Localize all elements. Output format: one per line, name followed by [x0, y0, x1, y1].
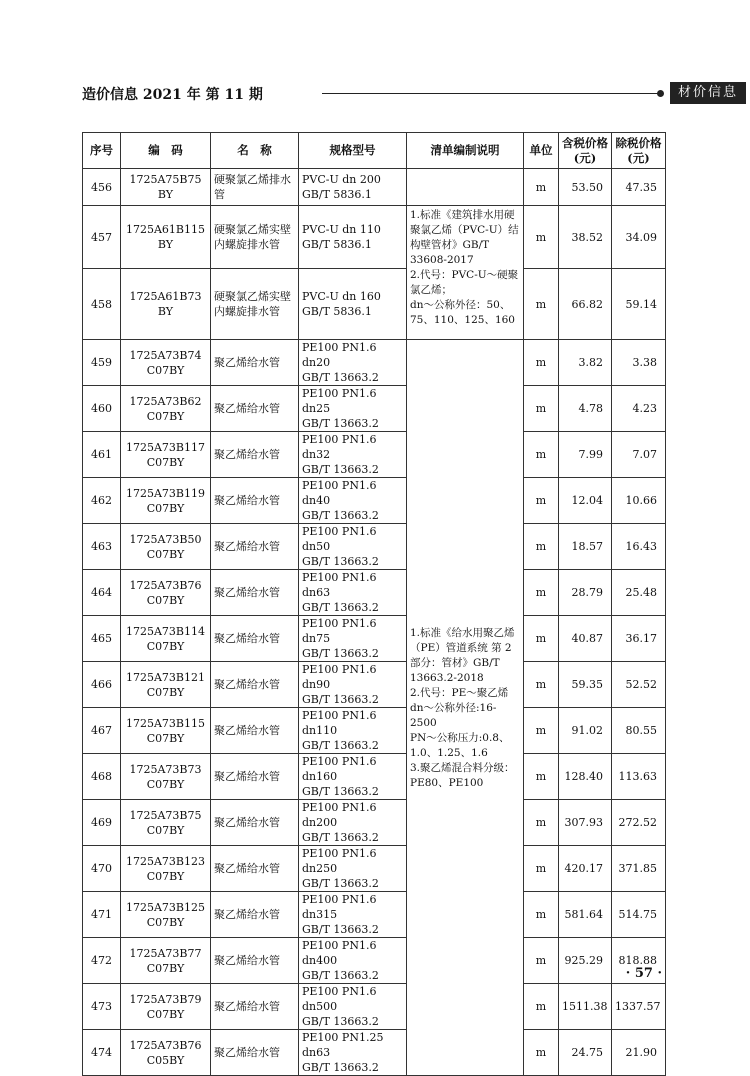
cell-notax-price: 36.17 — [612, 616, 666, 662]
cell-name: 聚乙烯给水管 — [211, 984, 299, 1030]
table-row — [83, 616, 666, 662]
cell-tax-price: 18.57 — [559, 524, 612, 570]
table-row — [83, 524, 666, 570]
cell-spec: PE100 PN1.6 dn50 GB/T 13663.2 — [299, 524, 407, 570]
cell-code: 1725A73B121 C07BY — [121, 662, 211, 708]
cell-no: 467 — [83, 708, 121, 754]
cell-spec: PVC-U dn 160 GB/T 5836.1 — [299, 269, 407, 340]
cell-no: 468 — [83, 754, 121, 800]
cell-name: 硬聚氯乙烯实壁内螺旋排水管 — [211, 206, 299, 269]
table-row — [83, 340, 666, 386]
section-tag: 材价信息 — [670, 82, 746, 104]
cell-no: 465 — [83, 616, 121, 662]
cell-tax-price: 12.04 — [559, 478, 612, 524]
cell-spec: PE100 PN1.6 dn500 GB/T 13663.2 — [299, 984, 407, 1030]
cell-notax-price: 272.52 — [612, 800, 666, 846]
cell-unit: m — [524, 206, 559, 269]
cell-name: 聚乙烯给水管 — [211, 1030, 299, 1076]
cell-no: 456 — [83, 169, 121, 206]
cell-name: 聚乙烯给水管 — [211, 340, 299, 386]
cell-tax-price: 307.93 — [559, 800, 612, 846]
cell-code: 1725A73B74 C07BY — [121, 340, 211, 386]
cell-name: 聚乙烯给水管 — [211, 478, 299, 524]
col-header-notax-price: 除税价格(元) — [612, 133, 666, 169]
cell-spec: PVC-U dn 110 GB/T 5836.1 — [299, 206, 407, 269]
cell-name: 硬聚氯乙烯排水管 — [211, 169, 299, 206]
cell-unit: m — [524, 846, 559, 892]
table-row — [83, 662, 666, 708]
cell-unit: m — [524, 269, 559, 340]
cell-code: 1725A73B62 C07BY — [121, 386, 211, 432]
cell-code: 1725A75B75 BY — [121, 169, 211, 206]
cell-unit: m — [524, 938, 559, 984]
cell-no: 457 — [83, 206, 121, 269]
col-header-code: 编 码 — [121, 133, 211, 169]
cell-unit: m — [524, 169, 559, 206]
table-row — [83, 386, 666, 432]
cell-tax-price: 40.87 — [559, 616, 612, 662]
cell-unit: m — [524, 754, 559, 800]
table-row — [83, 846, 666, 892]
table-header-row — [83, 133, 666, 169]
cell-no: 462 — [83, 478, 121, 524]
cell-code: 1725A73B77 C07BY — [121, 938, 211, 984]
cell-no: 458 — [83, 269, 121, 340]
col-header-name: 名 称 — [211, 133, 299, 169]
cell-tax-price: 28.79 — [559, 570, 612, 616]
cell-desc-pvc: 1.标准《建筑排水用硬聚氯乙烯（PVC-U）结构壁管材》GB/T 33608-2017 2.代号：PVC-U～硬聚氯乙烯； dn～公称外径：50、75、110、125、160 — [407, 206, 524, 340]
cell-no: 470 — [83, 846, 121, 892]
cell-tax-price: 3.82 — [559, 340, 612, 386]
table-row — [83, 432, 666, 478]
header-title: 造价信息 2021 年 第 11 期 — [82, 87, 263, 103]
cell-notax-price: 371.85 — [612, 846, 666, 892]
cell-notax-price: 16.43 — [612, 524, 666, 570]
cell-spec: PE100 PN1.6 dn20 GB/T 13663.2 — [299, 340, 407, 386]
table-row — [83, 938, 666, 984]
table-row — [83, 269, 666, 340]
table-row — [83, 708, 666, 754]
cell-code: 1725A73B76 C07BY — [121, 570, 211, 616]
cell-notax-price: 59.14 — [612, 269, 666, 340]
cell-unit: m — [524, 570, 559, 616]
cell-spec: PE100 PN1.6 dn63 GB/T 13663.2 — [299, 570, 407, 616]
cell-no: 460 — [83, 386, 121, 432]
cell-tax-price: 581.64 — [559, 892, 612, 938]
cell-no: 473 — [83, 984, 121, 1030]
table-row — [83, 1030, 666, 1076]
cell-no: 471 — [83, 892, 121, 938]
cell-tax-price: 38.52 — [559, 206, 612, 269]
cell-tax-price: 91.02 — [559, 708, 612, 754]
cell-spec: PE100 PN1.6 dn25 GB/T 13663.2 — [299, 386, 407, 432]
cell-name: 聚乙烯给水管 — [211, 708, 299, 754]
cell-name: 聚乙烯给水管 — [211, 662, 299, 708]
cell-name: 硬聚氯乙烯实壁内螺旋排水管 — [211, 269, 299, 340]
cell-spec: PE100 PN1.6 dn32 GB/T 13663.2 — [299, 432, 407, 478]
price-table — [82, 132, 666, 1076]
cell-notax-price: 21.90 — [612, 1030, 666, 1076]
cell-spec: PE100 PN1.6 dn250 GB/T 13663.2 — [299, 846, 407, 892]
cell-notax-price: 10.66 — [612, 478, 666, 524]
table-row — [83, 206, 666, 269]
cell-tax-price: 925.29 — [559, 938, 612, 984]
cell-unit: m — [524, 662, 559, 708]
cell-notax-price: 34.09 — [612, 206, 666, 269]
page-header — [82, 82, 738, 108]
cell-spec: PE100 PN1.6 dn40 GB/T 13663.2 — [299, 478, 407, 524]
cell-spec: PE100 PN1.25 dn63 GB/T 13663.2 — [299, 1030, 407, 1076]
table-row — [83, 892, 666, 938]
cell-code: 1725A73B115 C07BY — [121, 708, 211, 754]
cell-notax-price: 80.55 — [612, 708, 666, 754]
cell-code: 1725A73B119 C07BY — [121, 478, 211, 524]
table-row — [83, 984, 666, 1030]
table-row — [83, 169, 666, 206]
cell-no: 464 — [83, 570, 121, 616]
cell-notax-price: 4.23 — [612, 386, 666, 432]
col-header-no: 序号 — [83, 133, 121, 169]
cell-name: 聚乙烯给水管 — [211, 616, 299, 662]
cell-unit: m — [524, 432, 559, 478]
cell-spec: PE100 PN1.6 dn90 GB/T 13663.2 — [299, 662, 407, 708]
cell-notax-price: 3.38 — [612, 340, 666, 386]
cell-unit: m — [524, 386, 559, 432]
cell-desc-empty — [407, 169, 524, 206]
cell-code: 1725A73B117 C07BY — [121, 432, 211, 478]
cell-code: 1725A73B76 C05BY — [121, 1030, 211, 1076]
cell-spec: PVC-U dn 200 GB/T 5836.1 — [299, 169, 407, 206]
cell-tax-price: 7.99 — [559, 432, 612, 478]
table-row — [83, 754, 666, 800]
cell-spec: PE100 PN1.6 dn200 GB/T 13663.2 — [299, 800, 407, 846]
cell-name: 聚乙烯给水管 — [211, 800, 299, 846]
cell-unit: m — [524, 708, 559, 754]
cell-name: 聚乙烯给水管 — [211, 386, 299, 432]
cell-code: 1725A73B73 C07BY — [121, 754, 211, 800]
cell-unit: m — [524, 616, 559, 662]
cell-code: 1725A73B123 C07BY — [121, 846, 211, 892]
table-body — [83, 169, 666, 1076]
col-header-desc: 清单编制说明 — [407, 133, 524, 169]
cell-spec: PE100 PN1.6 dn110 GB/T 13663.2 — [299, 708, 407, 754]
cell-unit: m — [524, 524, 559, 570]
cell-notax-price: 7.07 — [612, 432, 666, 478]
cell-spec: PE100 PN1.6 dn400 GB/T 13663.2 — [299, 938, 407, 984]
cell-notax-price: 818.88 — [612, 938, 666, 984]
cell-unit: m — [524, 340, 559, 386]
cell-notax-price: 1337.57 — [612, 984, 666, 1030]
cell-unit: m — [524, 478, 559, 524]
cell-tax-price: 4.78 — [559, 386, 612, 432]
cell-notax-price: 47.35 — [612, 169, 666, 206]
cell-code: 1725A61B73 BY — [121, 269, 211, 340]
cell-code: 1725A61B115 BY — [121, 206, 211, 269]
cell-name: 聚乙烯给水管 — [211, 524, 299, 570]
cell-unit: m — [524, 892, 559, 938]
cell-code: 1725A73B125 C07BY — [121, 892, 211, 938]
cell-unit: m — [524, 984, 559, 1030]
cell-unit: m — [524, 800, 559, 846]
cell-no: 472 — [83, 938, 121, 984]
page-number: · 57 · — [625, 966, 662, 981]
cell-no: 461 — [83, 432, 121, 478]
cell-spec: PE100 PN1.6 dn160 GB/T 13663.2 — [299, 754, 407, 800]
col-header-tax-price: 含税价格(元) — [559, 133, 612, 169]
cell-tax-price: 53.50 — [559, 169, 612, 206]
cell-notax-price: 113.63 — [612, 754, 666, 800]
cell-tax-price: 128.40 — [559, 754, 612, 800]
cell-name: 聚乙烯给水管 — [211, 938, 299, 984]
cell-code: 1725A73B75 C07BY — [121, 800, 211, 846]
cell-tax-price: 420.17 — [559, 846, 612, 892]
cell-name: 聚乙烯给水管 — [211, 892, 299, 938]
cell-desc-pe: 1.标准《给水用聚乙烯（PE）管道系统 第 2 部分：管材》GB/T 13663.2-2018 2.代号：PE～聚乙烯 dn～公称外径:16-2500 PN～公称压力:0.8、1.0、1.25、1.6 3.聚乙烯混合料分级：PE80、PE100 — [407, 340, 524, 1076]
cell-unit: m — [524, 1030, 559, 1076]
table-row — [83, 800, 666, 846]
cell-tax-price: 59.35 — [559, 662, 612, 708]
cell-code: 1725A73B114 C07BY — [121, 616, 211, 662]
table-row — [83, 478, 666, 524]
cell-name: 聚乙烯给水管 — [211, 846, 299, 892]
cell-no: 469 — [83, 800, 121, 846]
cell-name: 聚乙烯给水管 — [211, 432, 299, 478]
cell-tax-price: 24.75 — [559, 1030, 612, 1076]
cell-no: 466 — [83, 662, 121, 708]
cell-spec: PE100 PN1.6 dn75 GB/T 13663.2 — [299, 616, 407, 662]
cell-notax-price: 25.48 — [612, 570, 666, 616]
col-header-spec: 规格型号 — [299, 133, 407, 169]
cell-notax-price: 52.52 — [612, 662, 666, 708]
cell-no: 463 — [83, 524, 121, 570]
table-row — [83, 570, 666, 616]
col-header-unit: 单位 — [524, 133, 559, 169]
cell-code: 1725A73B79 C07BY — [121, 984, 211, 1030]
cell-tax-price: 1511.38 — [559, 984, 612, 1030]
cell-notax-price: 514.75 — [612, 892, 666, 938]
cell-name: 聚乙烯给水管 — [211, 754, 299, 800]
cell-tax-price: 66.82 — [559, 269, 612, 340]
cell-spec: PE100 PN1.6 dn315 GB/T 13663.2 — [299, 892, 407, 938]
cell-no: 474 — [83, 1030, 121, 1076]
header-rule — [322, 93, 662, 94]
cell-no: 459 — [83, 340, 121, 386]
cell-name: 聚乙烯给水管 — [211, 570, 299, 616]
cell-code: 1725A73B50 C07BY — [121, 524, 211, 570]
